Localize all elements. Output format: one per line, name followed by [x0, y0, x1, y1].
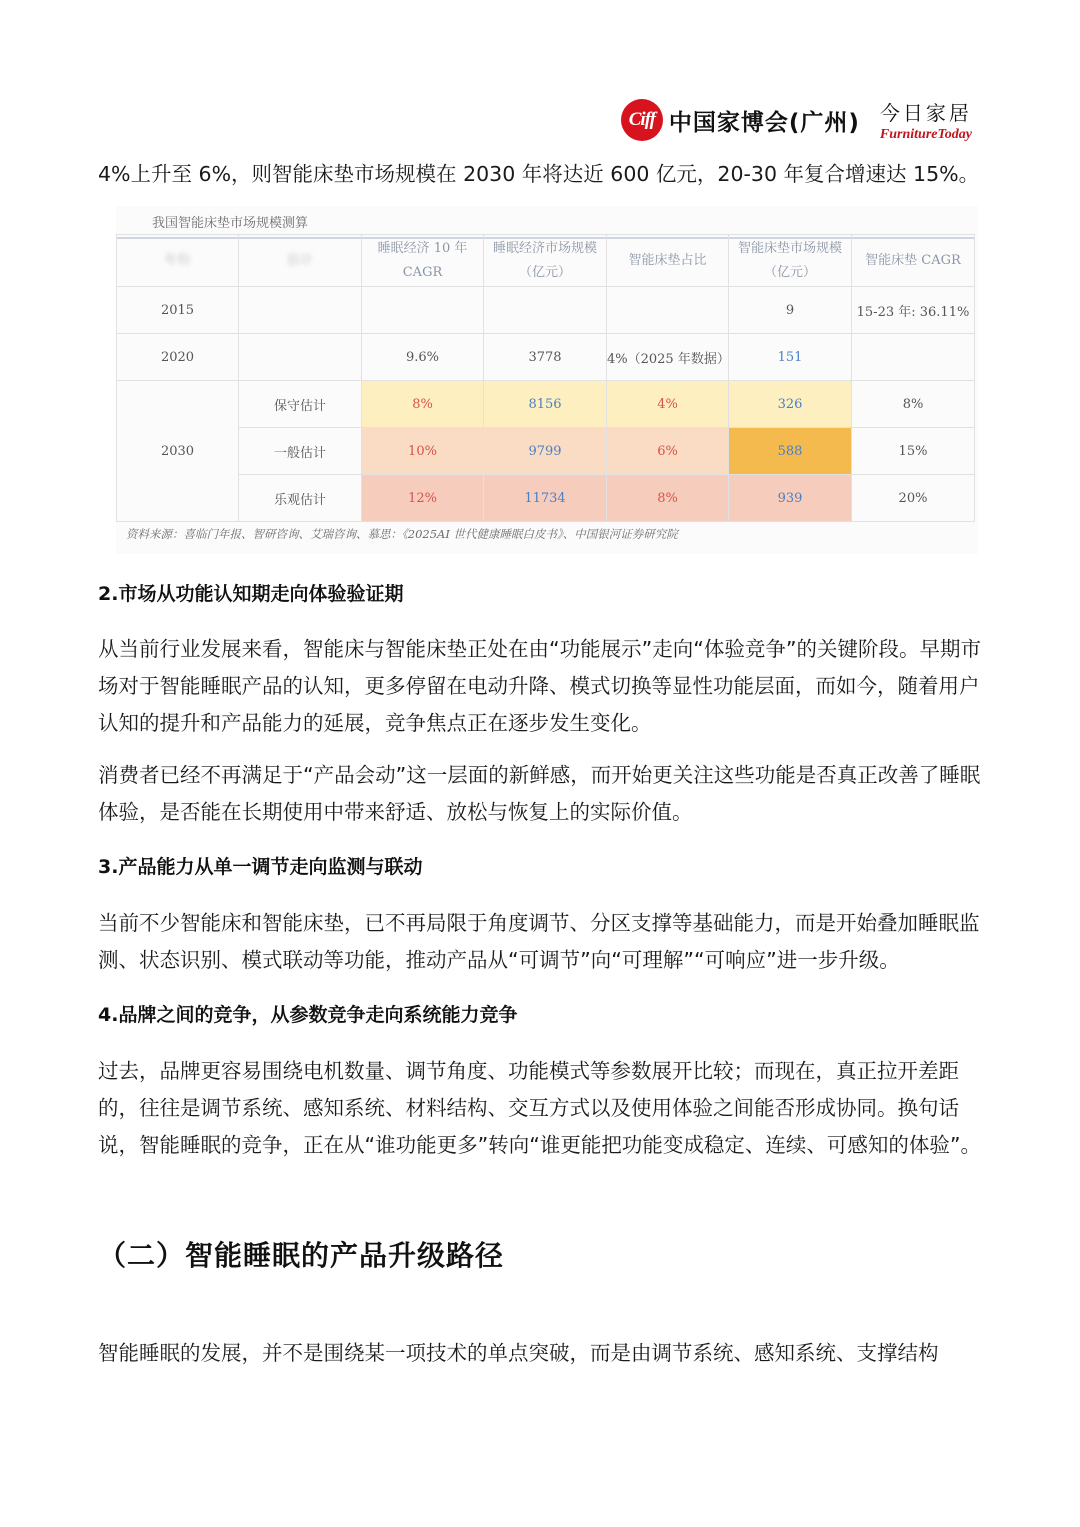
cell-cagr	[852, 334, 975, 381]
cell-size: 588	[729, 428, 852, 475]
market-size-table	[116, 206, 978, 554]
data-table	[116, 234, 975, 522]
cell-share: 6%	[607, 428, 729, 475]
cell-cagr10: 9.6%	[362, 334, 484, 381]
cell-size: 151	[729, 334, 852, 381]
ciff-name: 中国家博会(广州)	[668, 109, 860, 136]
cell-estimate: 乐观估计	[239, 475, 362, 522]
cell-cagr: 15-23 年: 36.11%	[852, 287, 975, 334]
cell-share: 4%	[607, 381, 729, 428]
cell-cagr: 20%	[852, 475, 975, 522]
cell-cagr: 8%	[852, 381, 975, 428]
intro-paragraph: 4%上升至 6%，则智能床垫市场规模在 2030 年将达近 600 亿元，20-30 年复合增速达 15%。	[98, 162, 980, 186]
cell-market: 11734	[484, 475, 607, 522]
table-row	[117, 475, 975, 522]
cell-estimate: 保守估计	[239, 381, 362, 428]
table-header-row	[117, 235, 975, 287]
cell-year: 2020	[117, 334, 239, 381]
header-blank-2: 估计	[239, 235, 362, 287]
table-title: 我国智能床垫市场规模测算	[152, 216, 309, 231]
section-heading: 2.市场从功能认知期走向体验验证期	[98, 583, 404, 605]
cell-share	[607, 287, 729, 334]
cell-size: 326	[729, 381, 852, 428]
cell-cagr: 15%	[852, 428, 975, 475]
cell-cagr10	[362, 287, 484, 334]
body-paragraph: 当前不少智能床和智能床垫，已不再局限于角度调节、分区支撑等基础能力，而是开始叠加睡眠监测、状态识别、模式联动等功能，推动产品从“可调节”向“可理解”“可响应”进一步升级。	[98, 911, 980, 972]
section-heading: 3.产品能力从单一调节走向监测与联动	[98, 856, 423, 878]
body-paragraph: 从当前行业发展来看，智能床与智能床垫正处在由“功能展示”走向“体验竞争”的关键阶段。早期市场对于智能睡眠产品的认知，更多停留在电动升降、模式切换等显性功能层面，而如今，随着用户认知的提升和产品能力的延展，竞争焦点正在逐步发生变化。	[98, 637, 981, 735]
cell-share: 4%（2025 年数据）	[607, 334, 729, 381]
cell-cagr10: 12%	[362, 475, 484, 522]
table-row	[117, 334, 975, 381]
page-header	[621, 92, 972, 148]
cell-size: 9	[729, 287, 852, 334]
cell-market: 3778	[484, 334, 607, 381]
cell-year: 2015	[117, 287, 239, 334]
cell-market: 9799	[484, 428, 607, 475]
cell-market: 8156	[484, 381, 607, 428]
table-row	[117, 428, 975, 475]
today-en: FurnitureToday	[879, 127, 972, 142]
header-market: 睡眠经济市场规模（亿元）	[484, 235, 607, 287]
cell-estimate	[239, 287, 362, 334]
table-row	[117, 287, 975, 334]
header-cagr: 智能床垫 CAGR	[852, 235, 975, 287]
closing-paragraph: 智能睡眠的发展，并不是围绕某一项技术的单点突破，而是由调节系统、感知系统、支撑结构	[98, 1341, 939, 1365]
cell-size: 939	[729, 475, 852, 522]
cell-cagr10: 8%	[362, 381, 484, 428]
cell-year: 2030	[117, 381, 239, 522]
ciff-logo: Ciff	[621, 99, 663, 141]
cell-market	[484, 287, 607, 334]
table-source: 资料来源：喜临门年报、智研咨询、艾瑞咨询、慕思：《2025AI 世代健康睡眠白皮书》、中国银河证券研究院	[126, 527, 678, 541]
header-size: 智能床垫市场规模（亿元）	[729, 235, 852, 287]
cell-share: 8%	[607, 475, 729, 522]
body-paragraph: 过去，品牌更容易围绕电机数量、调节角度、功能模式等参数展开比较；而现在，真正拉开差距的，往往是调节系统、感知系统、材料结构、交互方式以及使用体验之间能否形成协同。换句话说，智能睡眠的竞争，正在从“谁功能更多”转向“谁更能把功能变成稳定、连续、可感知的体验”。	[98, 1059, 981, 1157]
today-cn: 今日家居	[879, 101, 972, 125]
header-share: 智能床垫占比	[607, 235, 729, 287]
cell-cagr10: 10%	[362, 428, 484, 475]
cell-estimate: 一般估计	[239, 428, 362, 475]
table-row	[117, 381, 975, 428]
furniture-today-logo	[880, 97, 972, 143]
section-heading: 4.品牌之间的竞争，从参数竞争走向系统能力竞争	[98, 1004, 518, 1026]
header-blank: 年份	[117, 235, 239, 287]
header-cagr10: 睡眠经济 10 年 CAGR	[362, 235, 484, 287]
body-paragraph: 消费者已经不再满足于“产品会动”这一层面的新鲜感，而开始更关注这些功能是否真正改善了睡眠体验，是否能在长期使用中带来舒适、放松与恢复上的实际价值。	[98, 763, 981, 824]
chapter-heading: （二）智能睡眠的产品升级路径	[98, 1239, 505, 1272]
cell-estimate	[239, 334, 362, 381]
